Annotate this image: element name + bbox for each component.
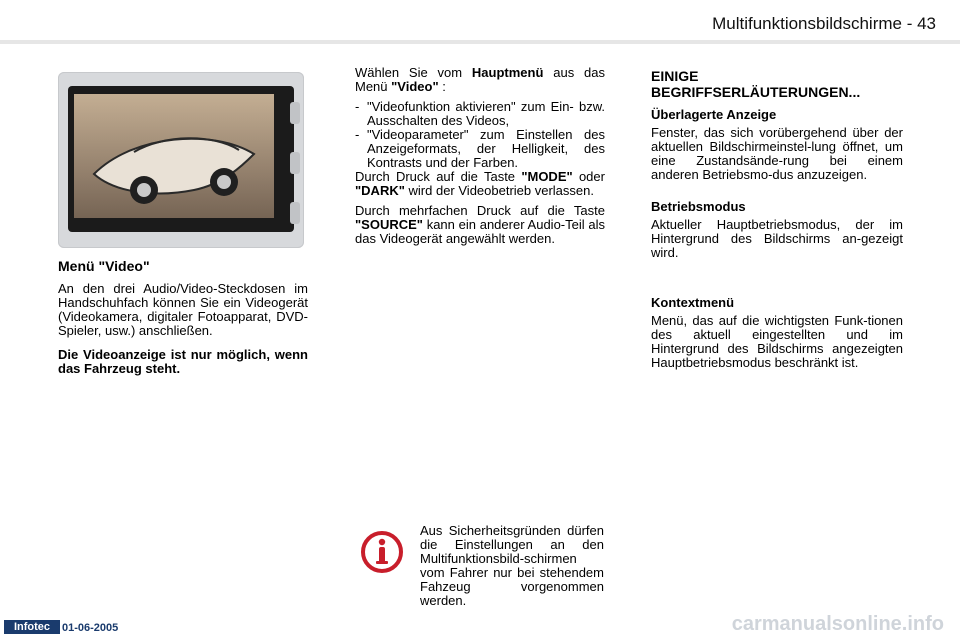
- term-ueberlagerte-anzeige: Überlagerte Anzeige: [651, 107, 777, 122]
- watermark: carmanualsonline.info: [731, 613, 944, 635]
- safety-info-text: Aus Sicherheitsgründen dürfen die Einstellungen an den Multifunktionsbild-schirmen vom Fahrer nur bei stehendem Fahzeug vorgenommen werden.: [420, 523, 604, 608]
- para2-post: wird der Videobetrieb verlassen.: [408, 183, 594, 198]
- footer-date: 01-06-2005: [62, 622, 119, 634]
- middle-list-item: - "Videofunktion aktivieren" zum Ein- bzw. Ausschalten des Videos,: [355, 100, 605, 128]
- page-footer: [0, 613, 960, 640]
- intro-text-1: Wählen Sie vom: [355, 65, 472, 80]
- para3-post: kann ein anderer Audio-Teil als das Videogerät angewählt werden.: [355, 217, 605, 246]
- desc-ueberlagerte-anzeige: Fenster, das sich vorübergehend über der aktuellen Bildschirmeinstel-lung öffnet, um eine Zustandsände-rung bei einem anderen Betriebsmo-dus anzuzeigen.: [651, 125, 903, 182]
- middle-paragraph-2: [355, 170, 605, 198]
- left-paragraph-1: An den drei Audio/Video-Steckdosen im Handschuhfach können Sie ein Videogerät (Videokamera, digitaler Fotoapparat, DVD-Spieler, usw.) anschließen.: [58, 281, 308, 338]
- intro-text-2: aus das Menü: [355, 65, 605, 94]
- para2-dark: "DARK": [355, 183, 405, 198]
- menu-video-heading: Menü "Video": [58, 258, 150, 274]
- page-header: [0, 0, 960, 46]
- intro-bold-video: "Video": [391, 79, 439, 94]
- middle-list: [355, 100, 605, 170]
- middle-list-item: - "Videoparameter" zum Einstellen des Anzeigeformats, der Helligkeit, des Kontrasts und der Farben.: [355, 128, 605, 170]
- para2-mode: "MODE": [521, 169, 573, 184]
- para3-source: "SOURCE": [355, 217, 423, 232]
- middle-paragraph-3: [355, 204, 605, 246]
- left-paragraph-2: Die Videoanzeige ist nur möglich, wenn das Fahrzeug steht.: [58, 347, 308, 376]
- video-screen-illustration: [58, 72, 304, 248]
- left-column: [58, 258, 308, 382]
- side-button-top: [290, 102, 300, 124]
- desc-betriebsmodus: Aktueller Hauptbetriebsmodus, der im Hintergrund des Bildschirms an-gezeigt wird.: [651, 217, 903, 260]
- term-betriebsmodus: Betriebsmodus: [651, 199, 746, 214]
- para2-mid: oder: [578, 169, 605, 184]
- side-button-mid: [290, 152, 300, 174]
- screen-display: [74, 94, 274, 218]
- right-column: [651, 68, 903, 376]
- intro-bold-hauptmenue: Hauptmenü: [471, 65, 544, 80]
- side-button-bottom: [290, 202, 300, 224]
- car-illustration: [74, 94, 274, 218]
- intro-text-3: :: [442, 79, 446, 94]
- middle-column: [355, 66, 605, 252]
- info-icon: [360, 530, 404, 574]
- term-kontextmenue: Kontextmenü: [651, 295, 735, 310]
- header-rule: [0, 40, 960, 44]
- desc-kontextmenue: Menü, das auf die wichtigsten Funk-tionen des aktuell eingestellten und im Hintergrund des Bildschirms angezeigten Hauptbetriebsmodus beschränkt ist.: [651, 313, 903, 370]
- infotec-logo: Infotec: [4, 620, 60, 634]
- page-title: Multifunktionsbildschirme - 43: [712, 14, 936, 33]
- para2-pre: Durch Druck auf die Taste: [355, 169, 522, 184]
- glossary-heading: EINIGE BEGRIFFSERLÄUTERUNGEN...: [651, 68, 861, 100]
- middle-intro: [355, 66, 605, 94]
- para3-pre: Durch mehrfachen Druck auf die Taste: [355, 203, 605, 218]
